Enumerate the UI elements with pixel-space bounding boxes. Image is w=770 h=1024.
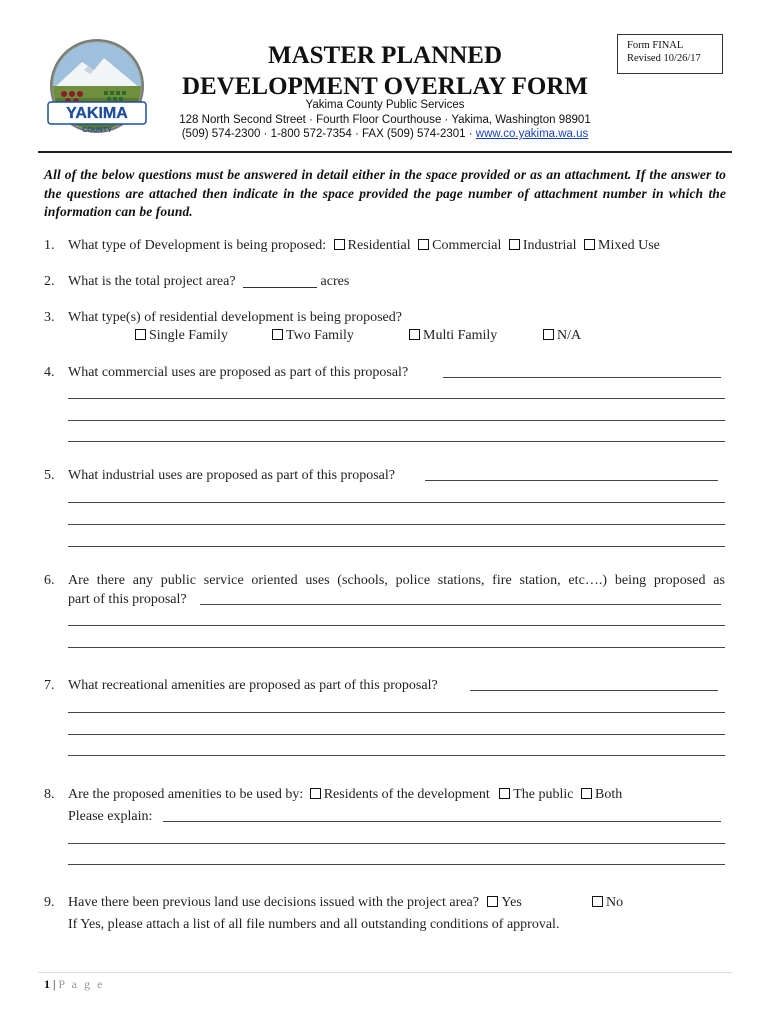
answer-line[interactable] [470, 690, 718, 691]
question-number: 5. [44, 468, 55, 483]
dept-phone: (509) 574-2300 · 1-800 572-7354 · FAX (509) 574-2301 · [181, 128, 476, 140]
checkbox-residential[interactable] [334, 239, 345, 250]
option-no[interactable]: No [592, 894, 623, 912]
answer-line[interactable] [425, 480, 718, 481]
answer-line[interactable] [68, 712, 725, 713]
checkbox-public[interactable] [499, 788, 510, 799]
question-text: Are the proposed amenities to be used by: [68, 787, 304, 802]
page-footer [44, 977, 104, 992]
explain-label: Please explain: [68, 809, 153, 824]
option-multi-family[interactable]: Multi Family [409, 327, 497, 345]
county-website-link[interactable]: www.co.yakima.wa.us [475, 128, 589, 140]
option-yes[interactable]: Yes [487, 895, 521, 910]
option-residents[interactable]: Residents of the development [310, 787, 490, 802]
question-text: What commercial uses are proposed as part of this proposal? [68, 365, 409, 380]
checkbox-both[interactable] [581, 788, 592, 799]
question-number: 4. [44, 365, 55, 380]
answer-line[interactable] [68, 441, 725, 442]
option-residential[interactable]: Residential [334, 238, 411, 253]
page-separator: | [50, 977, 59, 991]
instructions: All of the below questions must be answered in detail either in the space provided or as an attachment. If the answer to the questions are attached then indicate in the space provided the page number of attachment number in which the information can be found. [44, 167, 726, 219]
question-text: What type(s) of residential development is being proposed? [68, 310, 402, 325]
logo-text: YAKIMA [66, 105, 128, 122]
dept-contact [150, 127, 620, 141]
checkbox-multi-family[interactable] [409, 329, 420, 340]
answer-line[interactable] [68, 647, 725, 648]
page-label: P a g e [58, 977, 105, 991]
question-number: 3. [44, 310, 55, 325]
dept-name: Yakima County Public Services [305, 99, 465, 111]
answer-line[interactable] [68, 864, 725, 865]
checkbox-single-family[interactable] [135, 329, 146, 340]
option-industrial[interactable]: Industrial [509, 238, 577, 253]
answer-line[interactable] [68, 755, 725, 756]
form-title-line1: MASTER PLANNED [267, 42, 503, 69]
form-title-line2: DEVELOPMENT OVERLAY FORM [181, 73, 589, 100]
question-note: If Yes, please attach a list of all file numbers and all outstanding conditions of approval. [68, 917, 560, 932]
question-text: What type of Development is being proposed: [68, 238, 327, 253]
answer-line[interactable] [68, 625, 725, 626]
checkbox-yes[interactable] [487, 896, 498, 907]
logo-subtext: COUNTY [82, 127, 112, 134]
option-both[interactable]: Both [581, 787, 622, 802]
question-text: What recreational amenities are proposed as part of this proposal? [68, 678, 438, 693]
question-number: 2. [44, 274, 55, 289]
checkbox-commercial[interactable] [418, 239, 429, 250]
option-commercial[interactable]: Commercial [418, 238, 501, 253]
option-two-family[interactable]: Two Family [272, 327, 354, 345]
checkbox-industrial[interactable] [509, 239, 520, 250]
form-revised: Revised 10/26/17 [627, 53, 701, 64]
question-text: What is the total project area? [68, 274, 236, 289]
answer-line[interactable] [68, 524, 725, 525]
question-number: 6. [44, 573, 55, 588]
answer-line[interactable] [443, 377, 721, 378]
question-text-cont: part of this proposal? [68, 592, 187, 607]
question-number: 8. [44, 787, 55, 802]
answer-line[interactable] [68, 420, 725, 421]
checkbox-na[interactable] [543, 329, 554, 340]
answer-line[interactable] [200, 604, 721, 605]
form-label: Form FINAL [627, 40, 684, 51]
answer-line[interactable] [68, 502, 725, 503]
answer-line[interactable] [68, 734, 725, 735]
answer-line[interactable] [163, 821, 721, 822]
answer-line[interactable] [68, 546, 725, 547]
option-single-family[interactable]: Single Family [135, 327, 228, 345]
checkbox-two-family[interactable] [272, 329, 283, 340]
answer-line[interactable] [68, 843, 725, 844]
option-public[interactable]: The public [499, 787, 573, 802]
footer-divider [38, 972, 732, 973]
question-text: Are there any public service oriented uses (schools, police stations, fire station, etc….) being proposed as [68, 573, 725, 588]
question-number: 9. [44, 895, 55, 910]
checkbox-residents[interactable] [310, 788, 321, 799]
question-number: 7. [44, 678, 55, 693]
header-divider [38, 151, 732, 153]
answer-line[interactable] [68, 398, 725, 399]
dept-address: 128 North Second Street · Fourth Floor Courthouse · Yakima, Washington 98901 [179, 114, 591, 126]
option-na[interactable]: N/A [543, 327, 581, 345]
project-area-field[interactable] [243, 273, 317, 288]
option-mixed-use[interactable]: Mixed Use [584, 238, 660, 253]
checkbox-no[interactable] [592, 896, 603, 907]
question-text: What industrial uses are proposed as part of this proposal? [68, 468, 395, 483]
form-version-box [617, 34, 723, 74]
question-number: 1. [44, 238, 55, 253]
page-number: 1 [44, 977, 50, 991]
question-text: Have there been previous land use decisions issued with the project area? [68, 895, 479, 910]
unit-acres: acres [320, 274, 350, 289]
yakima-county-logo [44, 36, 150, 142]
checkbox-mixed-use[interactable] [584, 239, 595, 250]
